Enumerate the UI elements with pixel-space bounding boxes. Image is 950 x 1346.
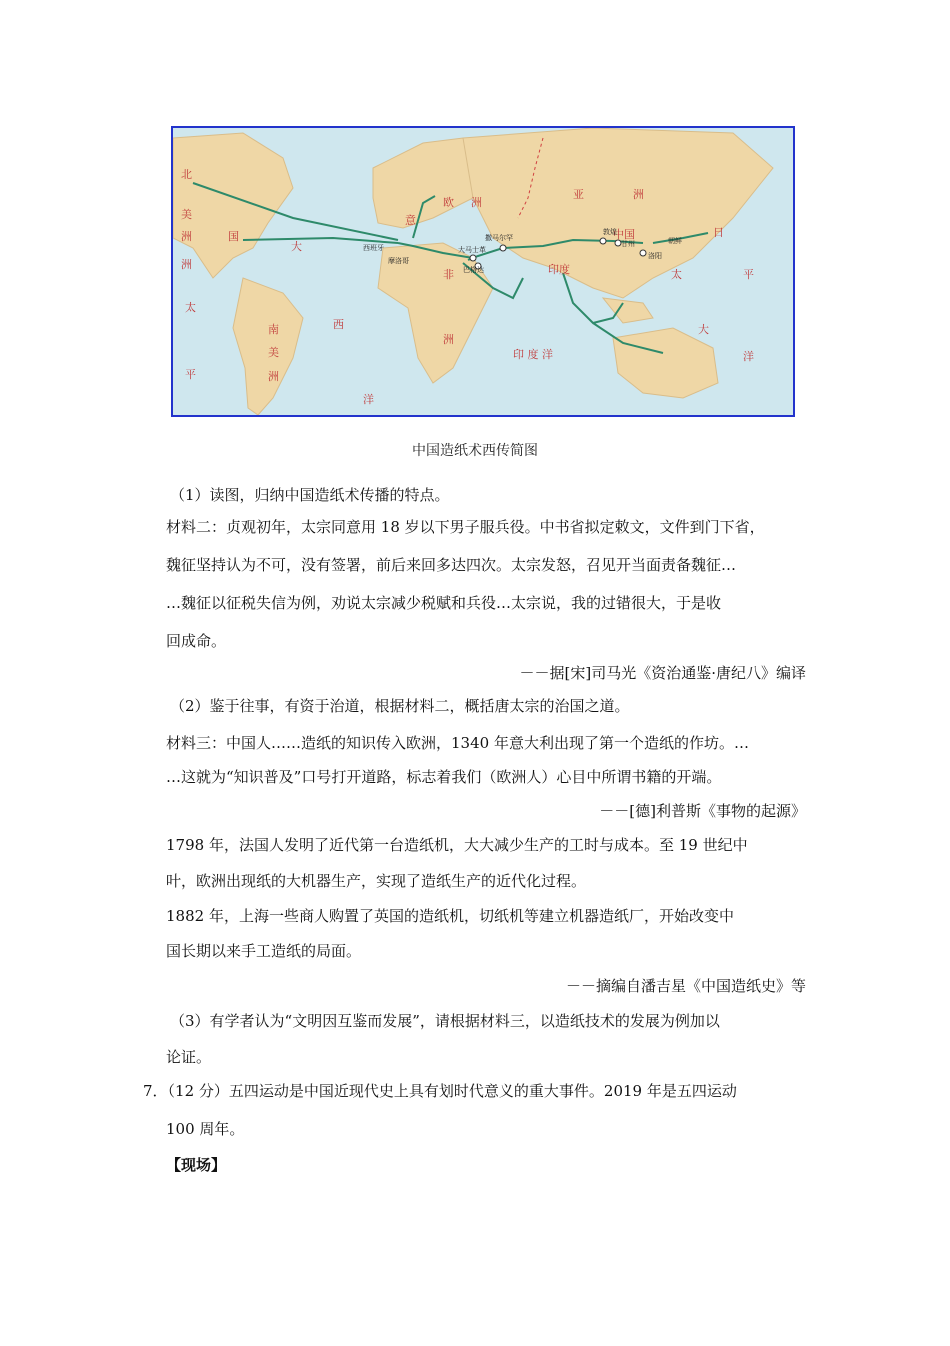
paper-spread-map (171, 126, 795, 417)
material-3-line-1: 材料三：中国人……造纸的知识传入欧洲，1340 年意大利出现了第一个造纸的作坊。… (166, 734, 749, 752)
material-2-line-3: …魏征以征税失信为例，劝说太宗减少税赋和兵役…太宗说，我的过错很大，于是收 (166, 594, 722, 612)
map-label-yang: 洋 (363, 393, 374, 406)
para-1882-line-1: 1882 年，上海一些商人购置了英国的造纸机，切纸机等建立机器造纸厂，开始改变中 (166, 907, 734, 925)
question-3-line-1: （3）有学者认为“文明因互鉴而发展”，请根据材料三，以造纸技术的发展为例加以 (170, 1012, 720, 1030)
material-2-line-4: 回成命。 (166, 632, 227, 650)
map-label-north: 北 (181, 168, 192, 181)
map-label-pacific-ping: 平 (743, 268, 754, 281)
map-label-africa1: 非 (443, 268, 454, 281)
para-1882-line-2: 国长期以来手工造纸的局面。 (166, 942, 362, 960)
map-label-ping: 平 (185, 368, 196, 381)
material-2-line-1: 材料二：贞观初年，太宗同意用 18 岁以下男子服兵役。中书省拟定敕文，文件到门下省， (166, 518, 765, 536)
map-label-tai-left: 太 (185, 301, 196, 314)
route-atlantic (243, 238, 398, 243)
australia (613, 328, 718, 398)
material-3-source: －－[德]利普斯《事物的起源》 (599, 802, 806, 820)
asia (463, 128, 773, 298)
map-label-xi-atl: 西 (333, 318, 344, 331)
map-city-damascus: 大马士革 (458, 246, 486, 254)
map-label-asia2: 洲 (633, 188, 644, 201)
map-caption: 中国造纸术西传简图 (412, 443, 538, 459)
question-2: （2）鉴于往事，有资于治道，根据材料二，概括唐太宗的治国之道。 (170, 697, 630, 715)
para-1798-line-2: 叶，欧洲出现纸的大机器生产，实现了造纸生产的近代化过程。 (166, 872, 587, 890)
map-city-ganzhou: 甘州 (621, 240, 635, 248)
map-label-pacific-tai: 太 (671, 268, 682, 281)
map-label-da: 大 (291, 240, 302, 253)
map-city-samarkand: 撒马尔罕 (485, 234, 513, 242)
map-label-japan: 日 (713, 226, 724, 239)
map-label-africa2: 洲 (443, 333, 454, 346)
map-label-ocean-yang: 洋 (743, 350, 754, 363)
para-1798-line-1: 1798 年，法国人发明了近代第一台造纸机，大大减少生产的工时与成本。至 19 世纪中 (166, 836, 748, 854)
map-label-south-am2: 洲 (268, 370, 279, 383)
map-label-china: 中国 (613, 228, 635, 241)
north-america (173, 133, 293, 278)
map-label-south: 南 (268, 323, 279, 336)
paper-history-source: －－摘编自潘吉星《中国造纸史》等 (565, 977, 806, 995)
map-label-america3: 洲 (181, 258, 192, 271)
map-label-asia1: 亚 (573, 188, 584, 201)
material-2-line-2: 魏征坚持认为不可，没有签署，前后来回多达四次。太宗发怒，召见开当面责备魏征… (166, 556, 737, 574)
map-label-south-am1: 美 (268, 346, 279, 359)
map-label-america1: 美 (181, 208, 192, 221)
material-2-source: －－据[宋]司马光《资治通鉴·唐纪八》编译 (519, 664, 806, 682)
question-3-line-2: 论证。 (166, 1048, 212, 1066)
map-label-italy: 意 (405, 214, 416, 227)
map-city-luoyang: 洛阳 (648, 252, 662, 260)
map-label-europe2: 洲 (471, 196, 482, 209)
section-heading: 【现场】 (166, 1156, 227, 1174)
map-city-baghdad: 巴格达 (463, 266, 484, 274)
map-city-morocco: 摩洛哥 (388, 257, 409, 265)
map-label-india: 印度 (548, 263, 570, 276)
map-label-america-mid: 国 (228, 230, 239, 243)
map-label-america2: 洲 (181, 230, 192, 243)
question-1: （1）读图，归纳中国造纸术传播的特点。 (170, 486, 450, 504)
map-city-dunhuang: 敦煌 (603, 228, 617, 236)
map-city-korea: 朝鲜 (668, 237, 682, 245)
question-7-line-2: 100 周年。 (166, 1120, 245, 1138)
map-city-spain: 西班牙 (363, 244, 384, 252)
map-label-europe1: 欧 (443, 196, 454, 209)
map-label-indian-ocean: 印 度 洋 (513, 348, 553, 361)
question-7-line-1: 7．（12 分）五四运动是中国近现代史上具有划时代意义的重大事件。2019 年是五四运动 (143, 1082, 737, 1100)
material-3-line-2: …这就为“知识普及”口号打开道路，标志着我们（欧洲人）心目中所谓书籍的开端。 (166, 768, 722, 786)
world-map-graphic (173, 128, 793, 415)
map-label-aus: 大 (698, 323, 709, 336)
